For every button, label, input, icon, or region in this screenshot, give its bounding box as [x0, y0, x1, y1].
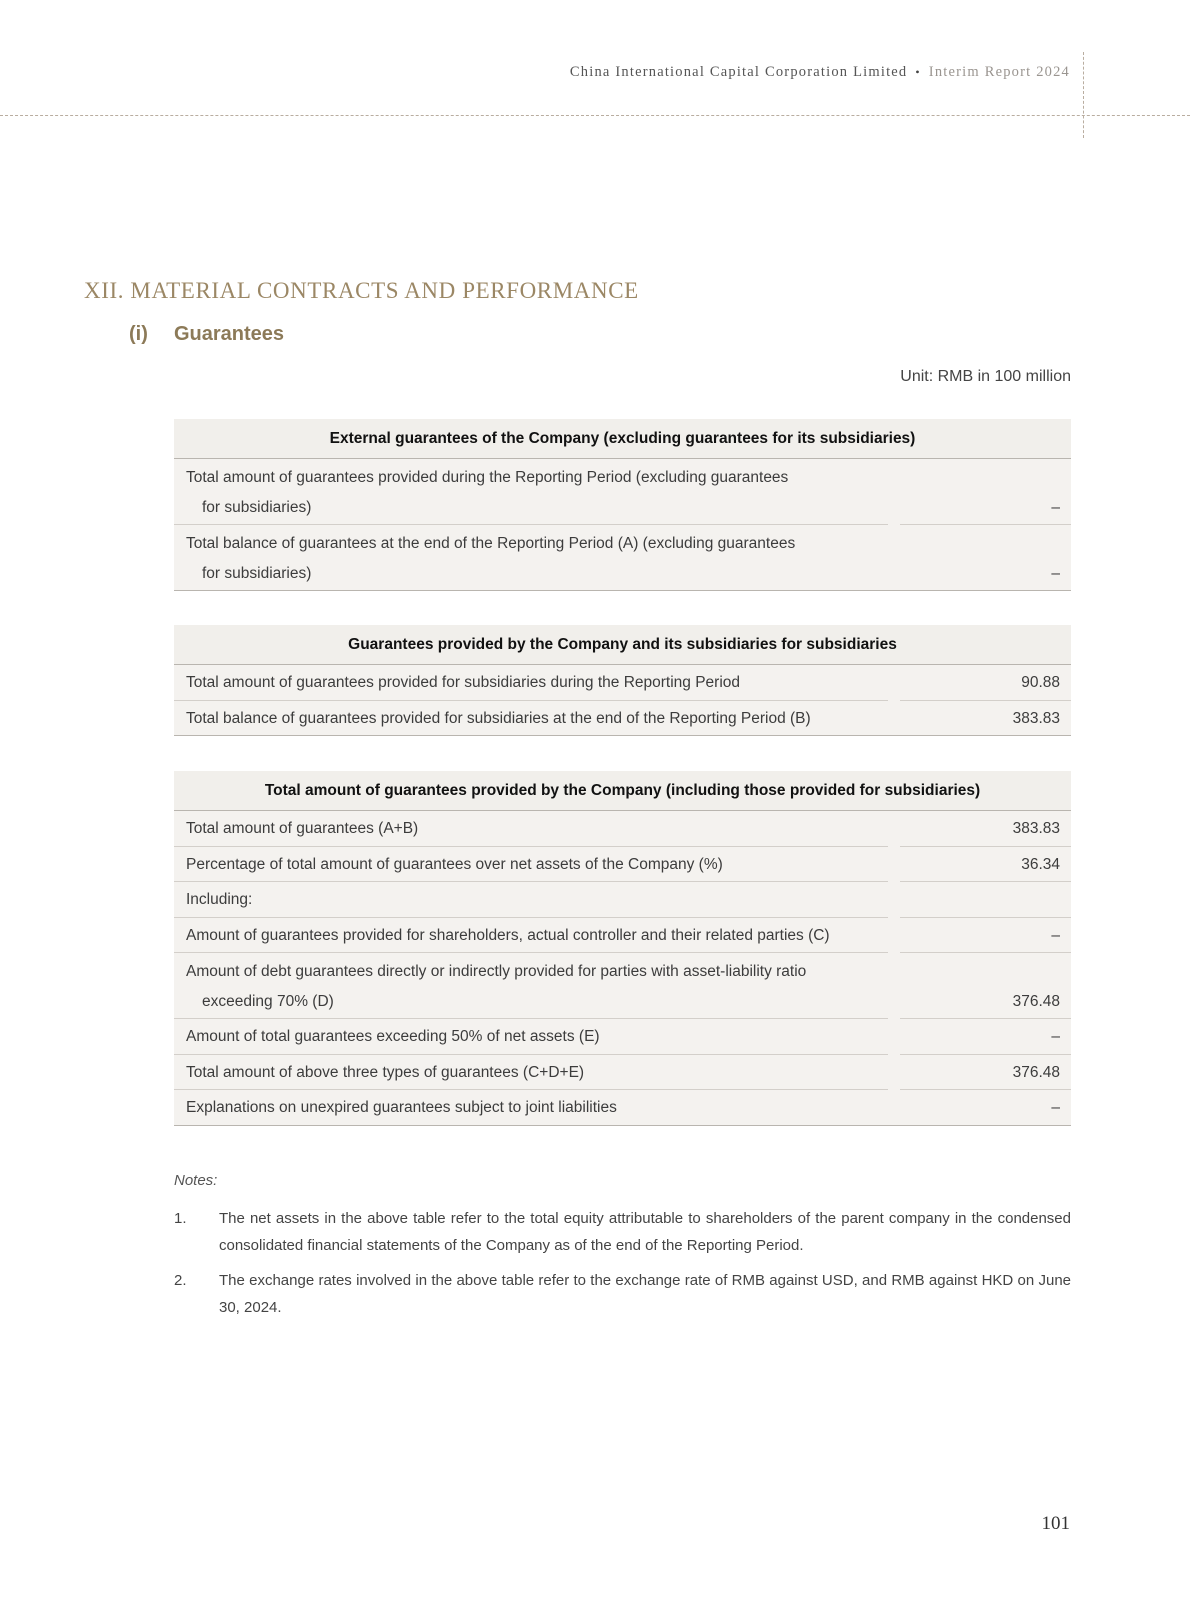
table-row: [174, 882, 1071, 918]
row-label: Total amount of above three types of guarantees (C+D+E): [174, 1055, 888, 1091]
row-value: 90.88: [900, 665, 1071, 701]
row-label: Amount of guarantees provided for shareholders, actual controller and their related parties (C): [174, 918, 888, 954]
row-label: Including:: [174, 882, 888, 918]
table-row: [174, 1019, 1071, 1055]
note-number: 2.: [174, 1272, 187, 1289]
section-title: XII. MATERIAL CONTRACTS AND PERFORMANCE: [84, 278, 639, 303]
row-label: Explanations on unexpired guarantees subject to joint liabilities: [186, 1099, 617, 1116]
table-heading: Guarantees provided by the Company and its subsidiaries for subsidiaries: [174, 625, 1071, 665]
notes-title: Notes:: [174, 1172, 218, 1189]
table-heading: Total amount of guarantees provided by the Company (including those provided for subsidiaries): [174, 771, 1071, 811]
row-value: [900, 882, 1071, 918]
row-label: Amount of total guarantees exceeding 50% of net assets (E): [174, 1019, 888, 1055]
page-header: [570, 64, 1070, 81]
row-value: 376.48: [900, 1055, 1071, 1091]
external-guarantees-table: [174, 419, 1071, 591]
row-value: 383.83: [900, 811, 1071, 847]
note-item: [174, 1205, 1071, 1259]
row-label: Total amount of guarantees provided during the Reporting Period (excluding guarantees for subsidiaries): [174, 459, 888, 525]
row-label: Total amount of guarantees (A+B): [174, 811, 888, 847]
header-vertical-divider: [1083, 52, 1084, 138]
row-label: Amount of debt guarantees directly or indirectly provided for parties with asset-liability ratio exceeding 70% (D): [174, 953, 888, 1019]
note-item: [174, 1267, 1071, 1321]
row-value: –: [900, 1019, 1071, 1055]
unit-note: Unit: RMB in 100 million: [900, 368, 1071, 385]
header-company: China International Capital Corporation Limited: [569, 64, 908, 80]
row-label: Total balance of guarantees provided for subsidiaries at the end of the Reporting Period (B): [186, 709, 811, 727]
row-value: –: [1051, 564, 1060, 582]
note-number: 1.: [174, 1210, 187, 1227]
note-text: The exchange rates involved in the above table refer to the exchange rate of RMB against USD, and RMB against HKD on June 30, 2024.: [219, 1272, 1071, 1316]
subsection-number: (i): [129, 323, 148, 345]
row-value: –: [900, 918, 1071, 954]
row-label: Percentage of total amount of guarantees over net assets of the Company (%): [174, 847, 888, 883]
row-value: –: [900, 493, 1071, 526]
row-value: 383.83: [1012, 709, 1060, 727]
row-label: Total balance of guarantees at the end of the Reporting Period (A) (excluding guarantees for subsidiaries): [186, 535, 796, 582]
header-separator: •: [915, 65, 921, 79]
table-row: [174, 1055, 1071, 1091]
subsection-title: [129, 323, 284, 346]
header-report: Interim Report 2024: [928, 64, 1070, 80]
table-row: [174, 918, 1071, 954]
table-row: [174, 811, 1071, 847]
table-row: [174, 953, 1071, 1019]
table-row: [174, 847, 1071, 883]
page-number: 101: [1041, 1513, 1070, 1534]
table-row: [174, 701, 1071, 736]
row-value: –: [1051, 1099, 1060, 1116]
row-value: 376.48: [900, 987, 1071, 1020]
table-row: [174, 459, 1071, 525]
row-label: Total amount of guarantees provided for subsidiaries during the Reporting Period: [174, 665, 888, 701]
header-divider: [0, 115, 1190, 116]
subsidiary-guarantees-table: [174, 625, 1071, 736]
table-heading: External guarantees of the Company (excluding guarantees for its subsidiaries): [174, 419, 1071, 459]
table-row: [174, 1090, 1071, 1125]
table-row: [174, 665, 1071, 701]
total-guarantees-table: [174, 771, 1071, 1126]
row-value: 36.34: [900, 847, 1071, 883]
note-text: The net assets in the above table refer to the total equity attributable to shareholders of the parent company in the condensed consolidated financial statements of the Company as of the end of the Reporting Period.: [219, 1210, 1071, 1254]
table-row: [174, 525, 1071, 590]
subsection-label: Guarantees: [174, 323, 285, 345]
